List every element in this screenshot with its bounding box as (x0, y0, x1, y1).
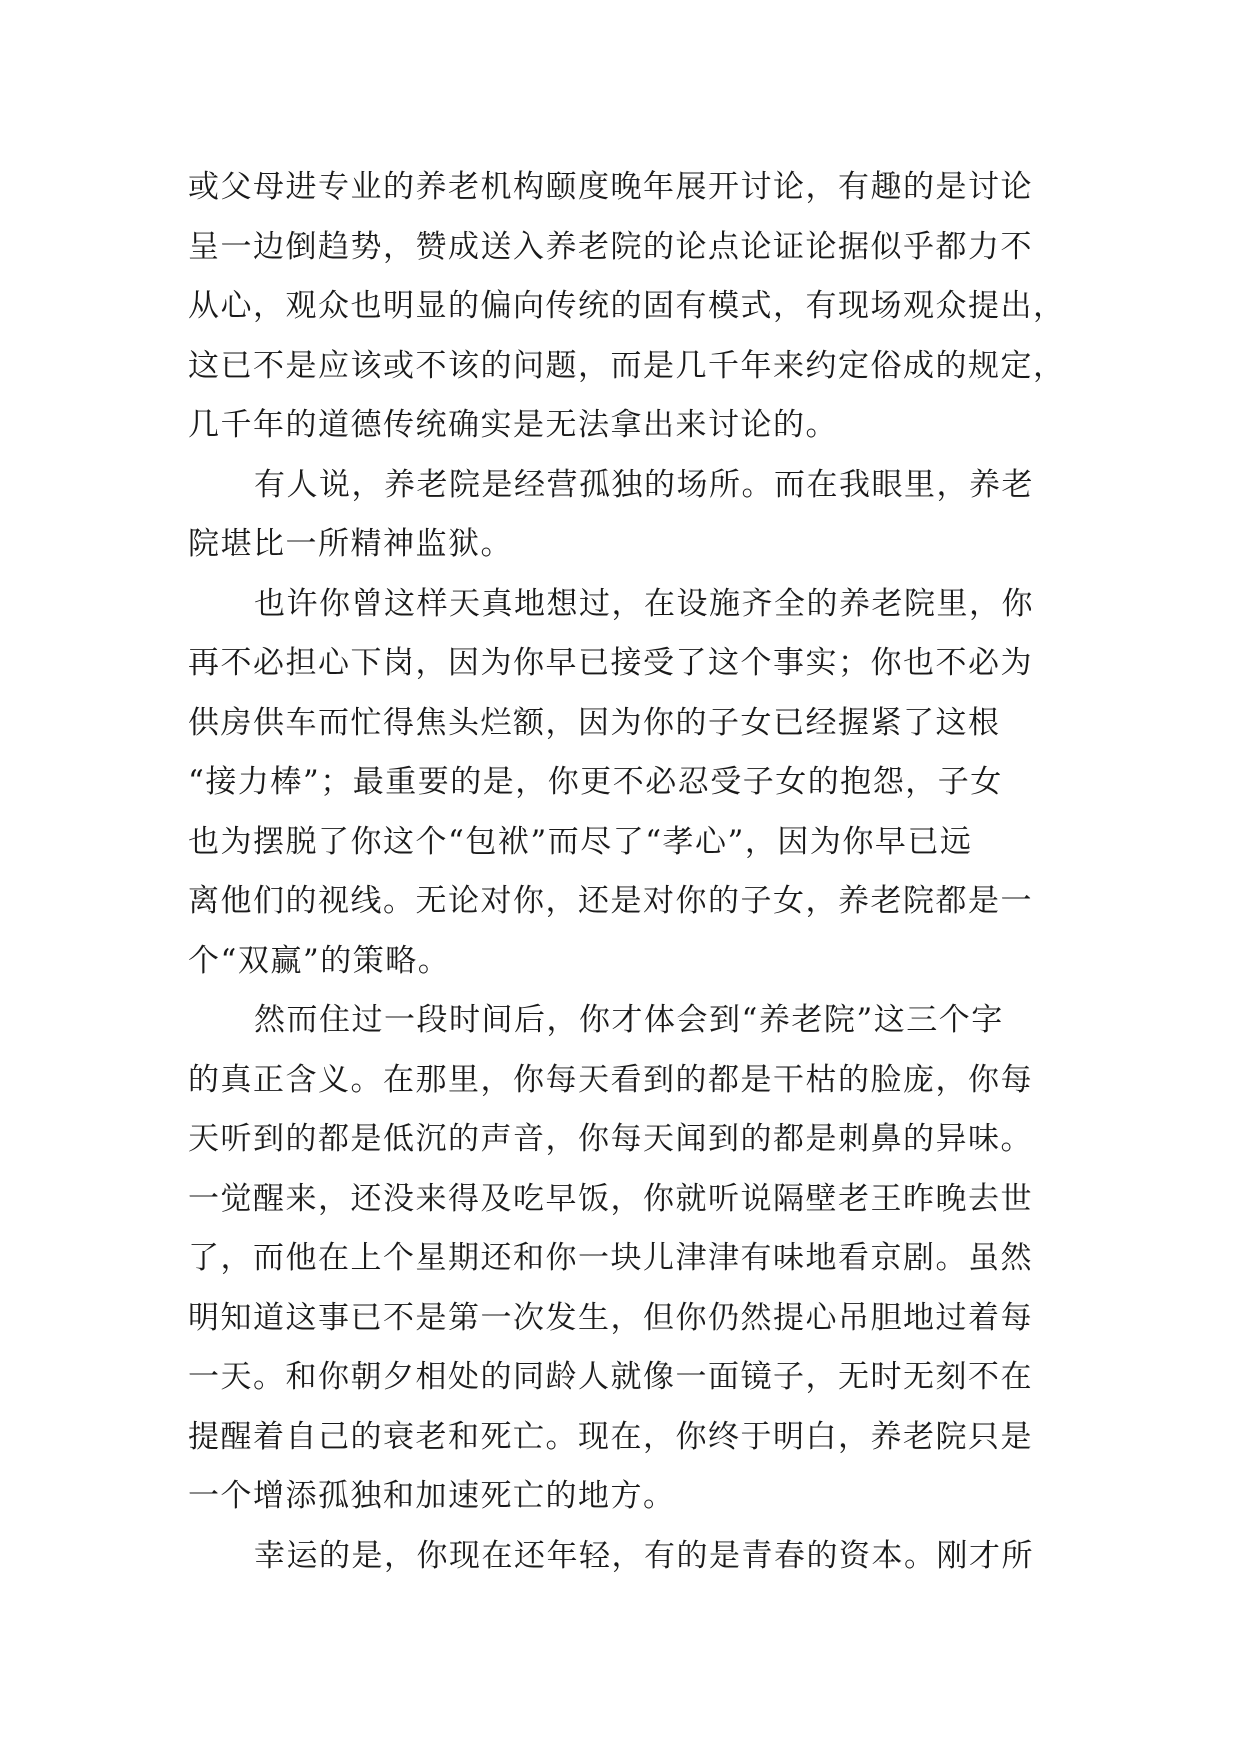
text-line: 几千年的道德传统确实是无法拿出来讨论的。 (188, 407, 838, 443)
text-line: 天听到的都是低沉的声音，你每天闻到的都是刺鼻的异味。 (188, 1121, 1033, 1157)
paragraph-1 (188, 158, 1068, 456)
text-line: 的真正含义。在那里，你每天看到的都是干枯的脸庞，你每 (188, 1061, 1033, 1098)
text-line: 明知道这事已不是第一次发生，但你仍然提心吊胆地过着每 (188, 1299, 1033, 1336)
paragraph-4 (188, 991, 1068, 1527)
text-line: 提醒着自己的衰老和死亡。现在，你终于明白，养老院只是 (188, 1418, 1033, 1455)
text-line: 了，而他在上个星期还和你一块儿津津有味地看京剧。虽然 (188, 1240, 1033, 1276)
text-line: 一个增添孤独和加速死亡的地方。 (188, 1478, 676, 1514)
text-line: 从心，观众也明显的偏向传统的固有模式，有现场观众提出， (188, 288, 1066, 324)
text-line: 呈一边倒趋势，赞成送入养老院的论点论证论据似乎都力不 (188, 228, 1033, 265)
document-body (188, 158, 1068, 1586)
text-line: 再不必担心下岗，因为你早已接受了这个事实；你也不必为 (188, 645, 1033, 681)
paragraph-3 (188, 575, 1068, 992)
text-line: 幸运的是，你现在还年轻，有的是青春的资本。刚才所 (254, 1537, 1034, 1574)
text-line: 或父母进专业的养老机构颐度晚年展开讨论，有趣的是讨论 (188, 169, 1033, 205)
text-line: 离他们的视线。无论对你，还是对你的子女，养老院都是一 (188, 883, 1033, 919)
text-line: 个“双赢”的策略。 (188, 942, 451, 979)
text-line: 一觉醒来，还没来得及吃早饭，你就听说隔壁老王昨晚去世 (188, 1180, 1033, 1217)
text-line: 然而住过一段时间后，你才体会到“养老院”这三个字 (254, 1002, 1004, 1038)
text-line: “接力棒”；最重要的是，你更不必忍受子女的抱怨，子女 (188, 764, 1003, 800)
text-line: 也为摆脱了你这个“包袱”而尽了“孝心”，因为你早已远 (188, 823, 973, 860)
paragraph-5 (188, 1527, 1068, 1587)
text-line: 院堪比一所精神监狱。 (188, 526, 513, 562)
text-line: 一天。和你朝夕相处的同龄人就像一面镜子，无时无刻不在 (188, 1359, 1033, 1395)
text-line: 这已不是应该或不该的问题，而是几千年来约定俗成的规定， (188, 347, 1066, 384)
paragraph-2 (188, 456, 1068, 575)
text-line: 也许你曾这样天真地想过，在设施齐全的养老院里，你 (254, 585, 1034, 622)
text-line: 有人说，养老院是经营孤独的场所。而在我眼里，养老 (254, 466, 1034, 503)
text-line: 供房供车而忙得焦头烂额，因为你的子女已经握紧了这根 (188, 704, 1001, 741)
